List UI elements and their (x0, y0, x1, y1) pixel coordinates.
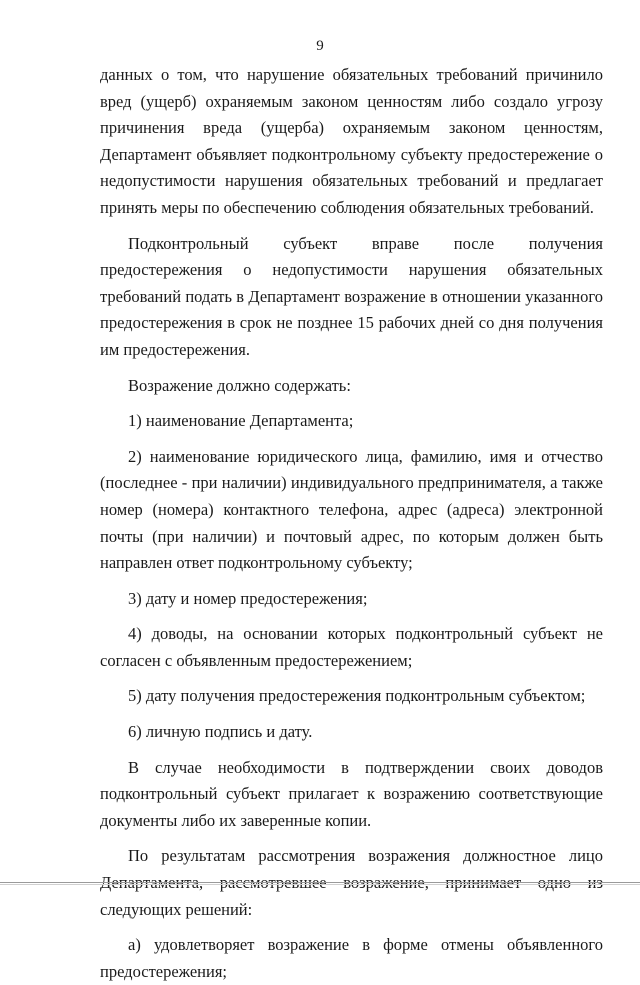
list-item-3: 3) дату и номер предостережения; (128, 588, 368, 608)
list-item-5: 5) дату получения предостережения подконтрольным субъектом; (128, 686, 586, 706)
paragraph-objection-right: Подконтрольный субъект вправе после получения предостережения о недопустимости нарушения обязательных требований подать в Департамент возражение в отношении указанного предостережения в срок не позднее 15 рабочих дней со дня получения им предостережения. (100, 233, 603, 359)
paragraph-objection-contents: Возражение должно содержать: (128, 375, 351, 395)
footer-rule-shadow (0, 884, 640, 885)
footer-rule (0, 882, 640, 883)
list-item-2: 2) наименование юридического лица, фамилию, имя и отчество (последнее - при наличии) индивидуального предпринимателя, а также номер (номера) контактного телефона, адрес (адреса) электронной почты (при наличии) и почтовый адрес, по которым должен быть направлен ответ подконтрольному субъекту; (100, 446, 603, 573)
document-body (100, 62, 603, 985)
list-item-1: 1) наименование Департамента; (128, 411, 354, 431)
paragraph-continuation: данных о том, что нарушение обязательных требований причинило вред (ущерб) охраняемым законом ценностям либо создало угрозу причинения вреда (ущерба) охраняемым законом ценностям, Департамент объявляет подконтрольному субъекту предостережение о недопустимости нарушения обязательных требований и предлагает принять меры по обеспечению соблюдения обязательных требований. (100, 65, 603, 217)
paragraph-attachments: В случае необходимости в подтверждении своих доводов подконтрольный субъект прилагает к возражению соответствующие документы либо их заверенные копии. (100, 757, 603, 830)
decision-item-a: а) удовлетворяет возражение в форме отмены объявленного предостережения; (100, 935, 603, 981)
list-item-6: 6) личную подпись и дату. (128, 722, 313, 742)
paragraph-review-results: По результатам рассмотрения возражения должностное лицо следующих решений: (100, 846, 603, 919)
page-number: 9 (316, 38, 324, 54)
list-item-4: 4) доводы, на основании которых подконтрольный субъект не согласен с объявленным предостережением; (100, 624, 603, 670)
